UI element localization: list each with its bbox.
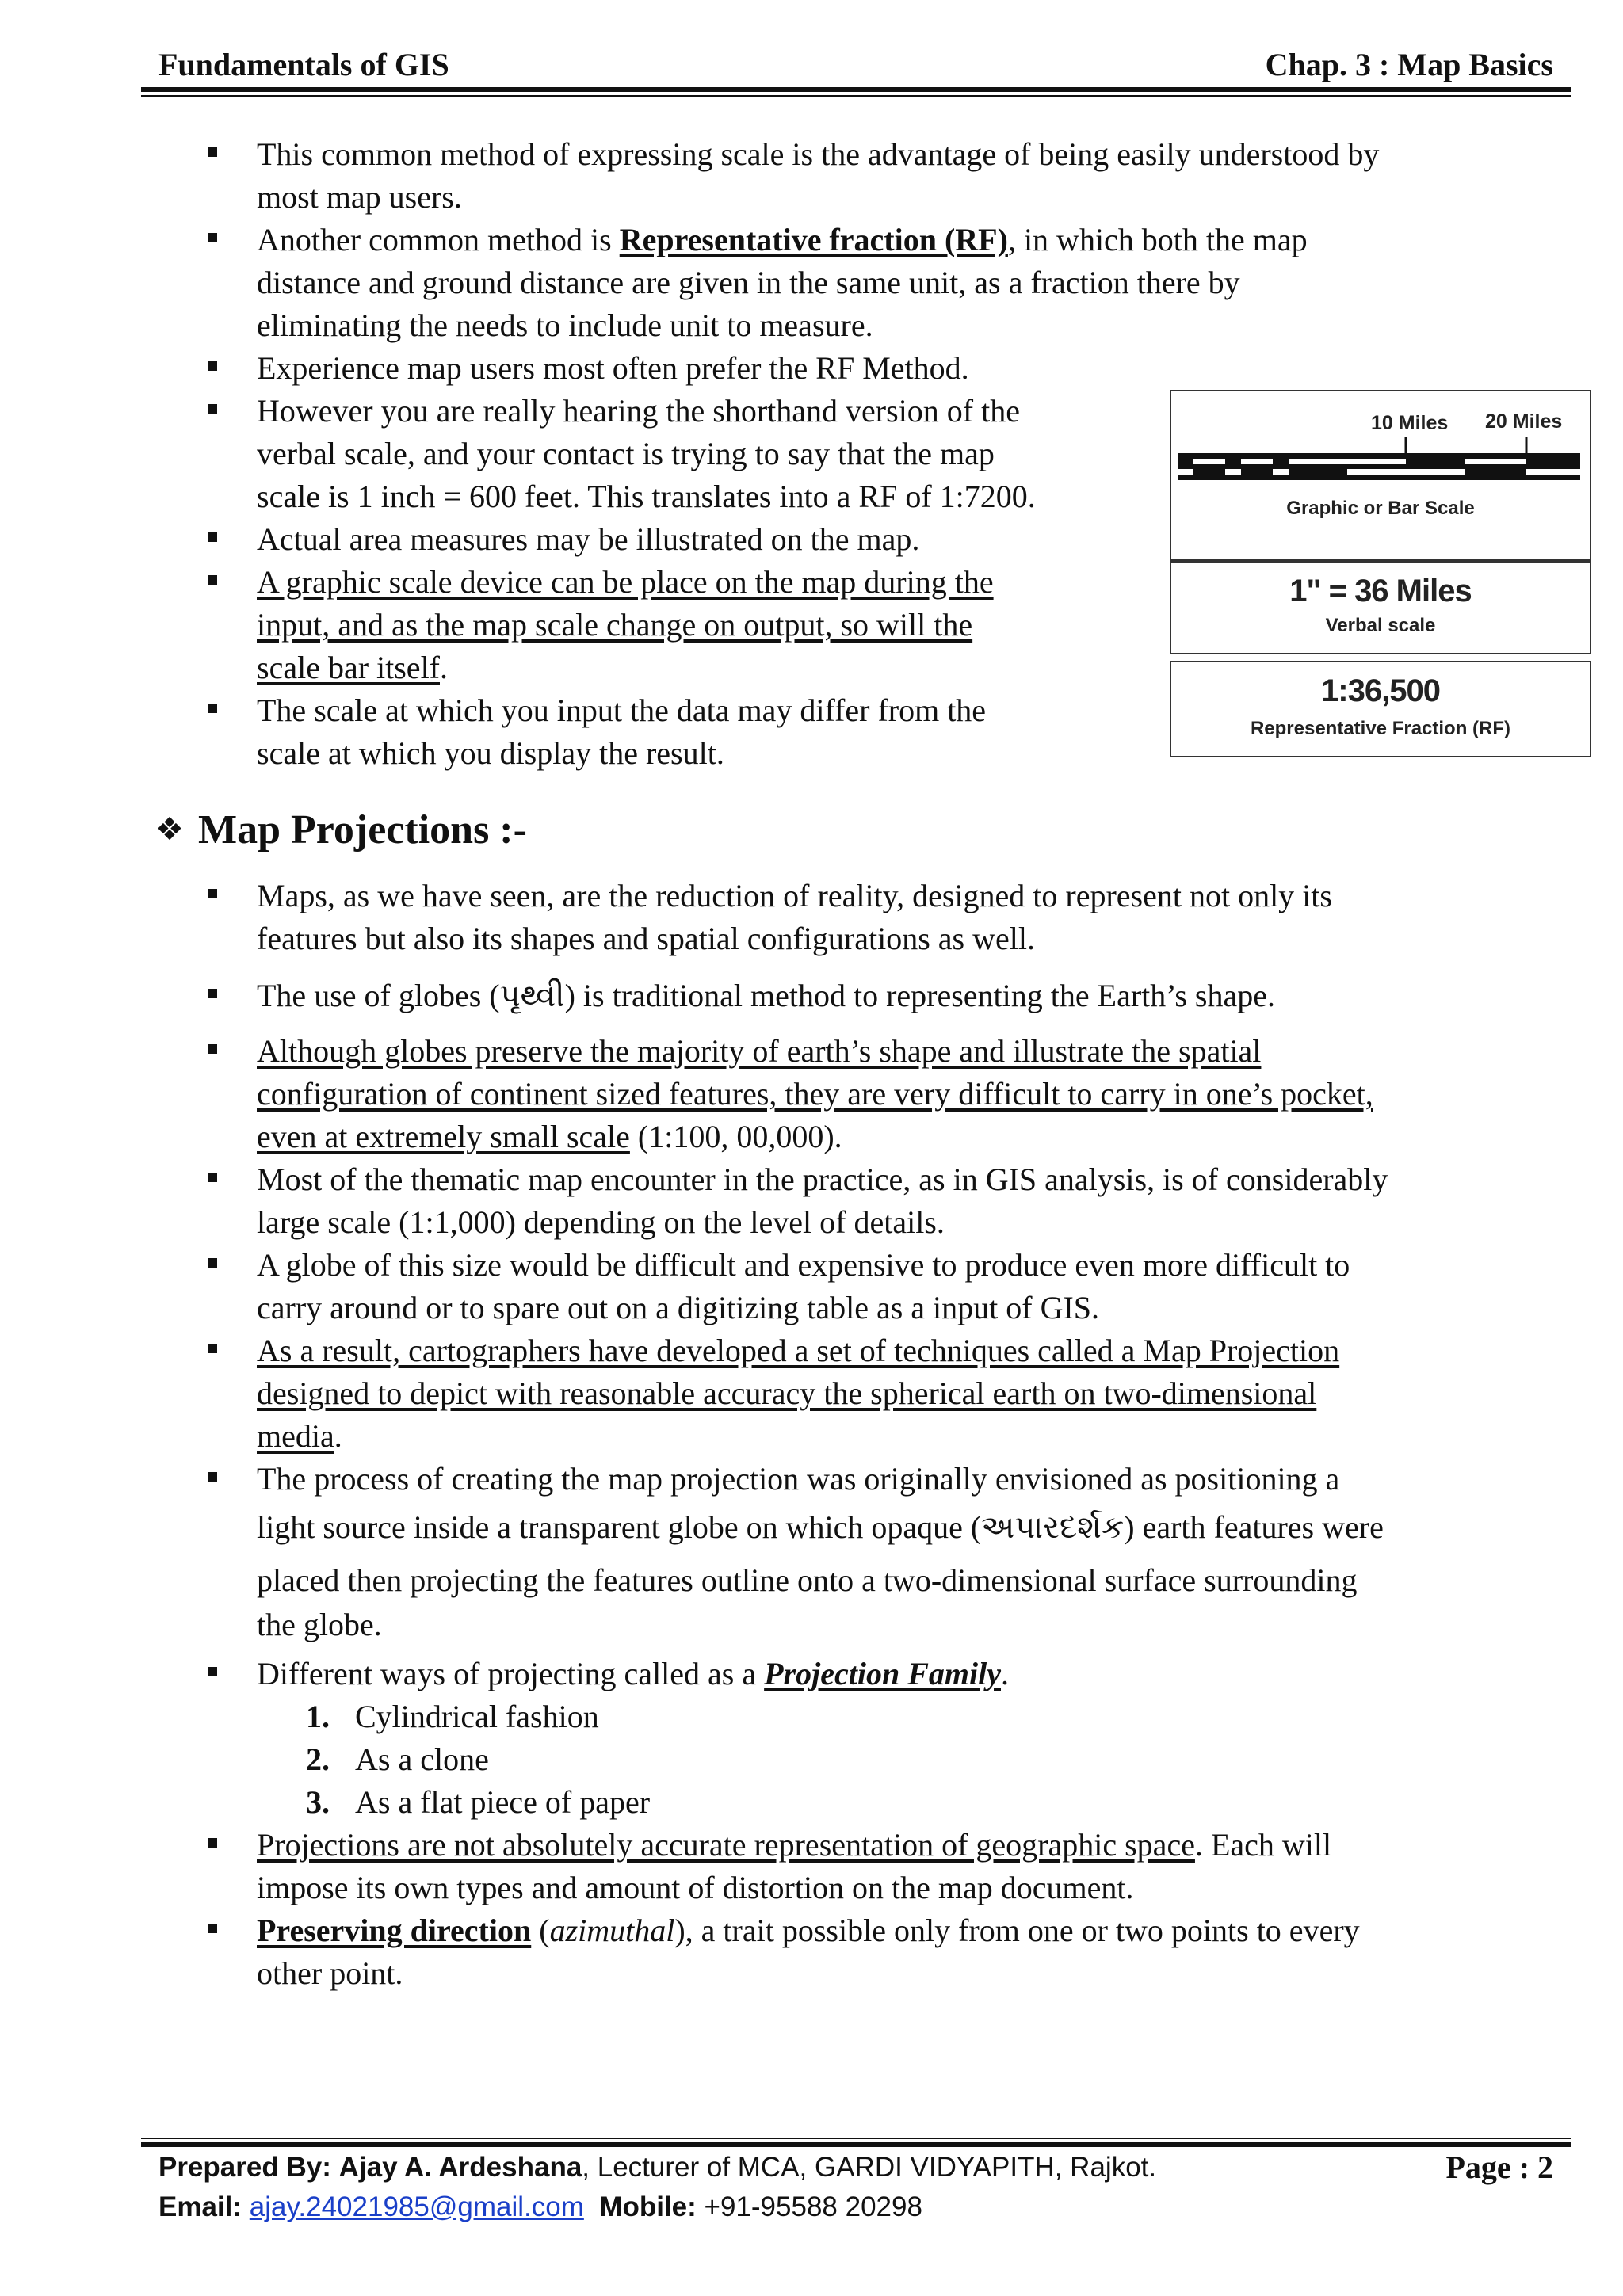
footer-contact: Email: ajay.24021985@gmail.com Mobile: +91-95588 20298 — [158, 2191, 922, 2222]
paragraph-preserving-direction: Preserving direction (azimuthal), a trait possible only from one or two points to every other point. — [257, 1913, 1360, 1991]
paragraph-graphic-scale: A graphic scale device can be place on the map during the input, and as the map scale change on output, so will the scale bar itself. — [257, 564, 994, 685]
verbal-scale-value: 1" = 36 Miles — [1289, 574, 1472, 608]
bullet-marker — [208, 989, 217, 998]
bullet-marker — [208, 575, 217, 585]
rf-value: 1:36,500 — [1321, 673, 1440, 708]
running-header — [158, 46, 1553, 86]
term-preserving-direction: Preserving direction — [257, 1913, 532, 1948]
bar-label-10-miles: 10 Miles — [1371, 412, 1449, 434]
paragraph-globes: The use of globes (પૃથ્વી) is traditional method to representing the Earth’s shape. — [257, 978, 1276, 1013]
term-representative-fraction: Representative fraction (RF) — [619, 222, 1008, 257]
paragraph-globes-difficult-to-carry: Although globes preserve the majority of earth’s shape and illustrate the spatial configuration of continent sized features, they are very difficult to carry in one’s pocket, even at extremely small scale (1:100, 00,000). — [257, 1033, 1373, 1154]
header-course-title: Fundamentals of GIS — [158, 47, 449, 82]
bullet-marker — [208, 1667, 217, 1676]
list-item: 2. As a clone — [306, 1741, 489, 1777]
list-item: 3. As a flat piece of paper — [306, 1784, 651, 1820]
paragraph-rf-method: Experience map users most often prefer the RF Method. — [257, 350, 969, 386]
header-chapter-title: Chap. 3 : Map Basics — [1265, 47, 1553, 82]
list-item: 1. Cylindrical fashion — [306, 1699, 599, 1734]
paragraph-map-projection-techniques: As a result, cartographers have developed a set of techniques called a Map Projection designed to depict with reasonable accuracy the spherical earth on two-dimensional media. — [257, 1333, 1340, 1454]
bar-scale-graphic — [1171, 391, 1590, 559]
bullet-marker — [208, 404, 217, 414]
footer-rule-thin — [141, 2138, 1571, 2139]
footer-author: Ajay A. Ardeshana — [338, 2152, 582, 2183]
rf-caption: Representative Fraction (RF) — [1250, 718, 1511, 739]
section-heading — [155, 807, 527, 853]
diamond-bullet-icon: ❖ — [155, 811, 184, 848]
paragraph-projection-family: Different ways of projecting called as a Projection Family. — [257, 1656, 1009, 1691]
bullet-marker — [208, 361, 217, 371]
mobile-number: +91-95588 20298 — [704, 2191, 922, 2222]
bullet-marker — [208, 147, 217, 157]
bullet-marker — [208, 1258, 217, 1268]
bullet-marker — [208, 1472, 217, 1482]
paragraph-projection-distortion: Projections are not absolutely accurate representation of geographic space. Each will impose its own types and amount of distortion on the map document. — [257, 1827, 1332, 1905]
bullet-marker — [208, 233, 217, 242]
verbal-scale-figure — [1170, 561, 1591, 654]
footer-rule — [141, 2142, 1571, 2147]
bullet-marker — [208, 1838, 217, 1848]
paragraph-reduction-of-reality: Maps, as we have seen, are the reduction of reality, designed to represent not only its features but also its shapes and spatial configurations as well. — [257, 878, 1332, 956]
bar-label-20-miles: 20 Miles — [1485, 410, 1563, 433]
paragraph-representative-fraction: Another common method is Representative fraction (RF), in which both the map distance and ground distance are given in the same unit, as a fraction there by eliminating the needs to include unit to measure. — [257, 222, 1308, 343]
paragraph-globe-size: A globe of this size would be difficult and expensive to produce even more difficult to carry around or to spare out on a digitizing table as a input of GIS. — [257, 1247, 1350, 1325]
term-projection-family: Projection Family — [764, 1656, 1001, 1691]
bullet-marker — [208, 532, 217, 542]
rf-scale-figure — [1170, 661, 1591, 757]
bullet-marker — [208, 1344, 217, 1353]
paragraph-input-display-scale: The scale at which you input the data may differ from the scale at which you display the result. — [257, 692, 987, 771]
section-title: Map Projections :- — [198, 807, 527, 852]
bullet-marker — [208, 1924, 217, 1933]
paragraph-verbal-scale: However you are really hearing the shorthand version of the verbal scale, and your contact is trying to say that the map scale is 1 inch = 600 feet. This translates into a RF of 1:7200. — [257, 393, 1036, 514]
header-rule-thin — [141, 95, 1571, 97]
page-number: Page : 2 — [1445, 2149, 1553, 2185]
header-rule — [141, 87, 1571, 92]
paragraph-area-measures: Actual area measures may be illustrated on the map. — [257, 521, 920, 557]
bullet-marker — [208, 889, 217, 898]
bullet-marker — [208, 1173, 217, 1182]
footer-prepared-by: Prepared By: Ajay A. Ardeshana, Lecturer of MCA, GARDI VIDYAPITH, Rajkot. — [158, 2152, 1157, 2183]
bar-scale-caption: Graphic or Bar Scale — [1286, 498, 1475, 519]
paragraph-scale-easily-understood: This common method of expressing scale is the advantage of being easily understood by most map users. — [257, 136, 1380, 215]
verbal-scale-caption: Verbal scale — [1325, 615, 1436, 636]
paragraph-projection-process: The process of creating the map projection was originally envisioned as positioning a light source inside a transparent globe on which opaque (અપારદર્શક) earth features were placed then projecting the features outline onto a two-dimensional surface surrounding the globe. — [257, 1461, 1384, 1642]
bullet-marker — [208, 704, 217, 713]
email-link[interactable]: ajay.24021985@gmail.com — [249, 2191, 584, 2222]
bar-scale-figure — [1170, 390, 1591, 561]
paragraph-thematic-map: Most of the thematic map encounter in the practice, as in GIS analysis, is of considerably large scale (1:1,000) depending on the level of details. — [257, 1161, 1388, 1240]
bullet-marker — [208, 1044, 217, 1054]
